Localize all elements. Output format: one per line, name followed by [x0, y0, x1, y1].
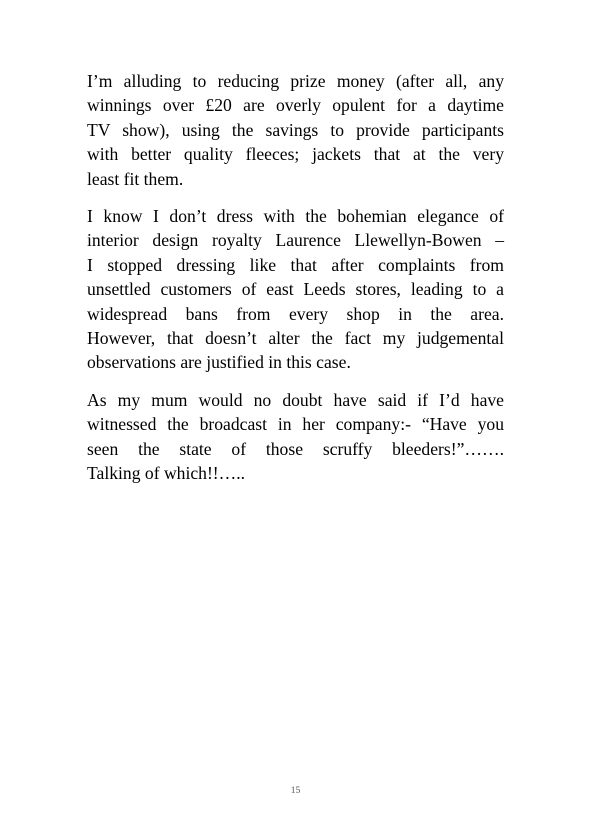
paragraph-line: I know I don’t dress with the bohemian elegance of — [87, 206, 504, 227]
paragraph-line: witnessed the broadcast in her company:- “Have you — [87, 414, 504, 435]
paragraph-line: TV show), using the savings to provide participants — [87, 119, 504, 140]
paragraph-line: However, that doesn’t alter the fact my judgemental — [87, 328, 504, 349]
paragraph-3 — [87, 388, 504, 486]
paragraph-1 — [87, 69, 504, 191]
paragraph-line: Talking of which!!….. — [87, 463, 246, 484]
page-number: 15 — [290, 786, 301, 796]
paragraph-line: seen the state of those scruffy bleeders!”……. — [87, 438, 504, 459]
paragraph-2 — [87, 204, 504, 375]
paragraph-line: As my mum would no doubt have said if I’d have — [87, 389, 504, 410]
paragraph-line: widespread bans from every shop in the area. — [87, 303, 504, 324]
body-text — [87, 69, 504, 499]
paragraph-line: interior design royalty Laurence Llewellyn-Bowen – — [87, 230, 504, 251]
paragraph-line: least fit them. — [87, 168, 184, 189]
paragraph-line: I stopped dressing like that after complaints from — [87, 254, 504, 275]
paragraph-line: unsettled customers of east Leeds stores, leading to a — [87, 279, 504, 300]
paragraph-line: winnings over £20 are overly opulent for a daytime — [87, 95, 504, 116]
paragraph-line: I’m alluding to reducing prize money (after all, any — [87, 71, 504, 91]
paragraph-line: observations are justified in this case. — [87, 352, 351, 373]
paragraph-line: with better quality fleeces; jackets that at the very — [87, 144, 504, 165]
